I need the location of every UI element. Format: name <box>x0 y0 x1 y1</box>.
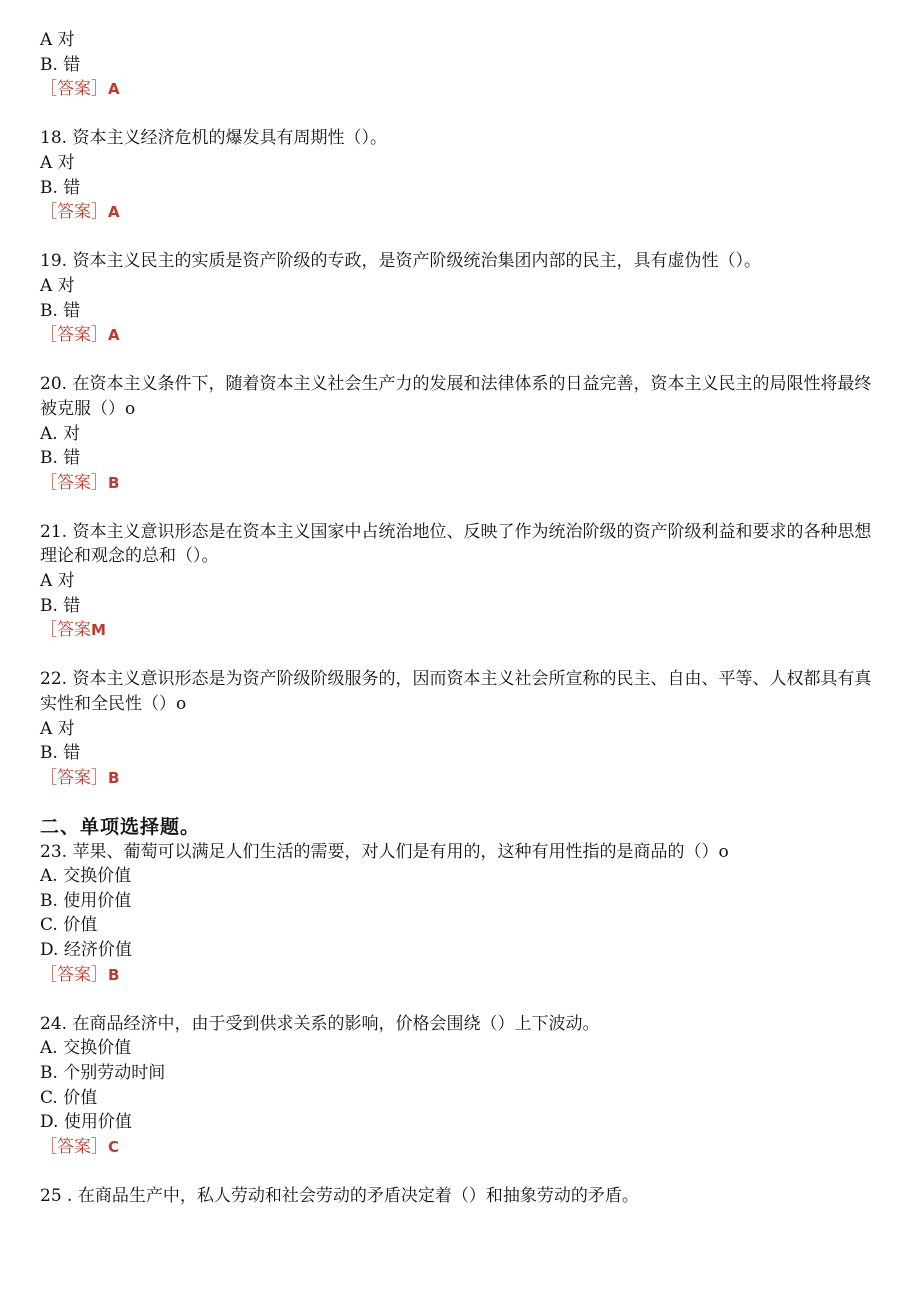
spacer <box>40 1159 880 1184</box>
answer-label: ［答案］ <box>40 202 108 223</box>
answer-key <box>40 618 880 643</box>
answer-label: ［答案］ <box>40 325 108 346</box>
answer-key <box>40 963 880 988</box>
spacer <box>40 348 880 373</box>
spacer <box>40 790 880 815</box>
answer-key <box>40 1135 880 1160</box>
answer-option: B. 错 <box>40 595 81 616</box>
spacer <box>40 225 880 250</box>
section-heading: 二、单项选择题。 <box>40 816 201 838</box>
question-text: 23. 苹果、葡萄可以满足人们生活的需要，对人们是有用的，这种有用性指的是商品的（）o <box>40 841 729 862</box>
spacer <box>40 495 880 520</box>
document-page <box>40 28 880 1209</box>
answer-option: A 对 <box>40 718 75 739</box>
answer-option: A 对 <box>40 152 75 173</box>
question-text: 21. 资本主义意识形态是在资本主义国家中占统治地位、反映了作为统治阶级的资产阶级利益和要求的各种思想理论和观念的总和（）。 <box>40 521 872 567</box>
spacer <box>40 643 880 668</box>
answer-value: A <box>108 326 120 345</box>
answer-option: C. 价值 <box>40 915 98 936</box>
answer-value: B <box>108 965 120 984</box>
spacer <box>40 102 880 127</box>
answer-label: ［答案］ <box>40 472 108 493</box>
answer-option: B. 错 <box>40 54 81 75</box>
answer-value: B <box>108 473 120 492</box>
answer-option: A. 对 <box>40 423 81 444</box>
answer-key <box>40 323 880 348</box>
answer-label: ［答案］ <box>40 767 108 788</box>
answer-key <box>40 77 880 102</box>
answer-option: A 对 <box>40 275 75 296</box>
answer-option: B. 错 <box>40 743 81 764</box>
question-text: 18. 资本主义经济危机的爆发具有周期性（）。 <box>40 128 387 149</box>
question-text: 20. 在资本主义条件下，随着资本主义社会生产力的发展和法律体系的日益完善，资本主义民主的局限性将最终被克服（）o <box>40 374 872 419</box>
answer-option: A 对 <box>40 571 75 592</box>
answer-option: B. 错 <box>40 448 81 469</box>
question-text: 25 . 在商品生产中，私人劳动和社会劳动的矛盾决定着（）和抽象劳动的矛盾。 <box>40 1185 639 1206</box>
question-text: 19. 资本主义民主的实质是资产阶级的专政，是资产阶级统治集团内部的民主，具有虚伪性（）。 <box>40 251 761 272</box>
spacer <box>40 987 880 1012</box>
answer-key <box>40 200 880 225</box>
answer-label: ［答案］ <box>40 79 108 100</box>
answer-value: A <box>108 203 120 222</box>
answer-value: B <box>108 768 120 787</box>
answer-option: B. 错 <box>40 177 81 198</box>
answer-value: M <box>91 621 106 640</box>
answer-value: A <box>108 80 120 99</box>
answer-option: B. 使用价值 <box>40 890 132 911</box>
answer-option: C. 价值 <box>40 1087 98 1108</box>
answer-option: A 对 <box>40 30 75 50</box>
answer-key <box>40 766 880 791</box>
answer-option: D. 经济价值 <box>40 939 132 960</box>
answer-option: B. 个别劳动时间 <box>40 1062 166 1083</box>
answer-label: ［答案］ <box>40 964 108 985</box>
answer-option: D. 使用价值 <box>40 1112 132 1133</box>
answer-value: C <box>108 1137 120 1156</box>
answer-option: A. 交换价值 <box>40 866 132 887</box>
answer-option: B. 错 <box>40 300 81 321</box>
answer-label: ［答案 <box>40 620 91 641</box>
answer-option: A. 交换价值 <box>40 1038 132 1059</box>
question-text: 24. 在商品经济中，由于受到供求关系的影响，价格会围绕（）上下波动。 <box>40 1013 600 1034</box>
answer-label: ［答案］ <box>40 1136 108 1157</box>
question-text: 22. 资本主义意识形态是为资产阶级阶级服务的，因而资本主义社会所宣称的民主、自由、平等、人权都具有真实性和全民性（）o <box>40 669 872 715</box>
answer-key <box>40 471 880 496</box>
